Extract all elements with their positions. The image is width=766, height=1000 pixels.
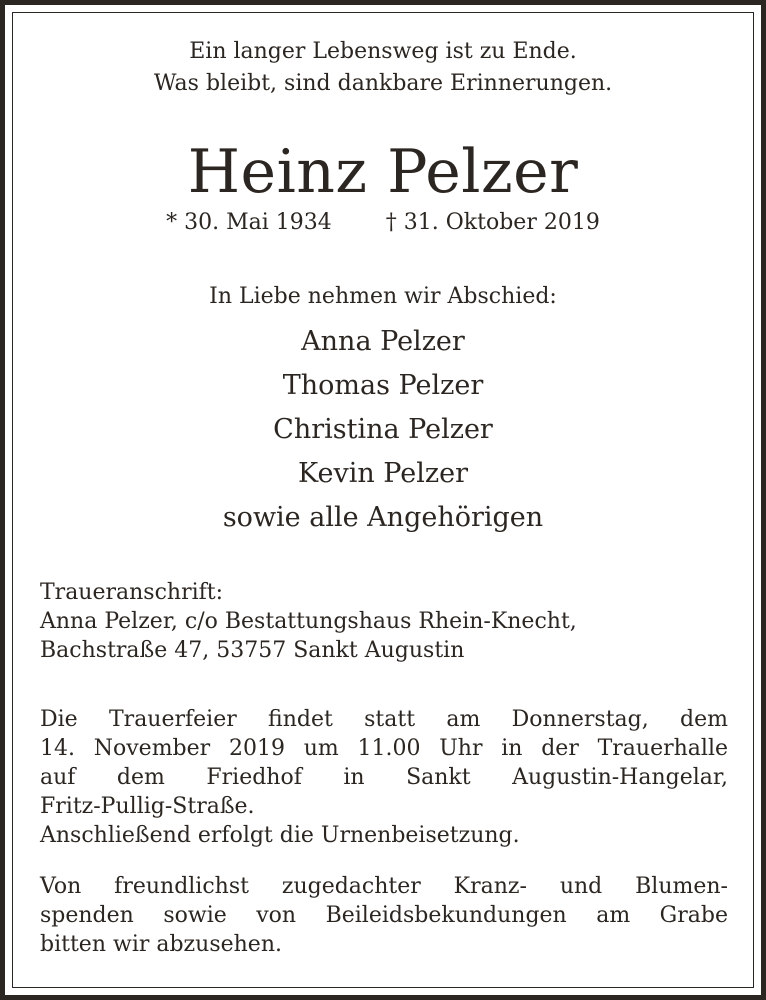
motto bbox=[0, 36, 766, 100]
mourner-relatives: sowie alle Angehörigen bbox=[222, 502, 544, 533]
request-line: spenden sowie von Beileidsbekundungen am Grabe bbox=[40, 903, 728, 928]
ceremony-line: Fritz-Pullig-Straße. bbox=[40, 794, 255, 819]
farewell-intro: In Liebe nehmen wir Abschied: bbox=[209, 284, 557, 309]
request-line: bitten wir abzusehen. bbox=[40, 932, 282, 957]
mourner: Christina Pelzer bbox=[273, 414, 493, 445]
mourner: Thomas Pelzer bbox=[282, 370, 484, 401]
death-date: † 31. Oktober 2019 bbox=[385, 210, 600, 235]
life-dates bbox=[0, 207, 766, 239]
address-line-1: Anna Pelzer, c/o Bestattungshaus Rhein-Knecht, bbox=[40, 609, 577, 634]
address-label: Traueranschrift: bbox=[40, 580, 224, 605]
address-line-2: Bachstraße 47, 53757 Sankt Augustin bbox=[40, 638, 465, 663]
ceremony-line: auf dem Friedhof in Sankt Augustin-Hangelar, bbox=[40, 765, 728, 790]
mourner: Kevin Pelzer bbox=[298, 458, 468, 489]
mourner: Anna Pelzer bbox=[301, 326, 465, 357]
request-line: Von freundlichst zugedachter Kranz- und Blumen- bbox=[40, 874, 728, 899]
mourners-list bbox=[0, 320, 766, 540]
mourning-address bbox=[40, 578, 728, 665]
ceremony-line: Anschließend erfolgt die Urnenbeisetzung. bbox=[40, 823, 520, 848]
deceased-name: Heinz Pelzer bbox=[187, 137, 579, 207]
ceremony-line: 14. November 2019 um 11.00 Uhr in der Trauerhalle bbox=[40, 736, 728, 761]
donation-request bbox=[40, 872, 728, 959]
birth-date: * 30. Mai 1934 bbox=[166, 210, 332, 235]
motto-line-2: Was bleibt, sind dankbare Erinnerungen. bbox=[153, 71, 613, 96]
ceremony-notice bbox=[40, 705, 728, 850]
motto-line-1: Ein langer Lebensweg ist zu Ende. bbox=[189, 39, 577, 64]
ceremony-line: Die Trauerfeier findet statt am Donnerstag, dem bbox=[40, 707, 728, 732]
